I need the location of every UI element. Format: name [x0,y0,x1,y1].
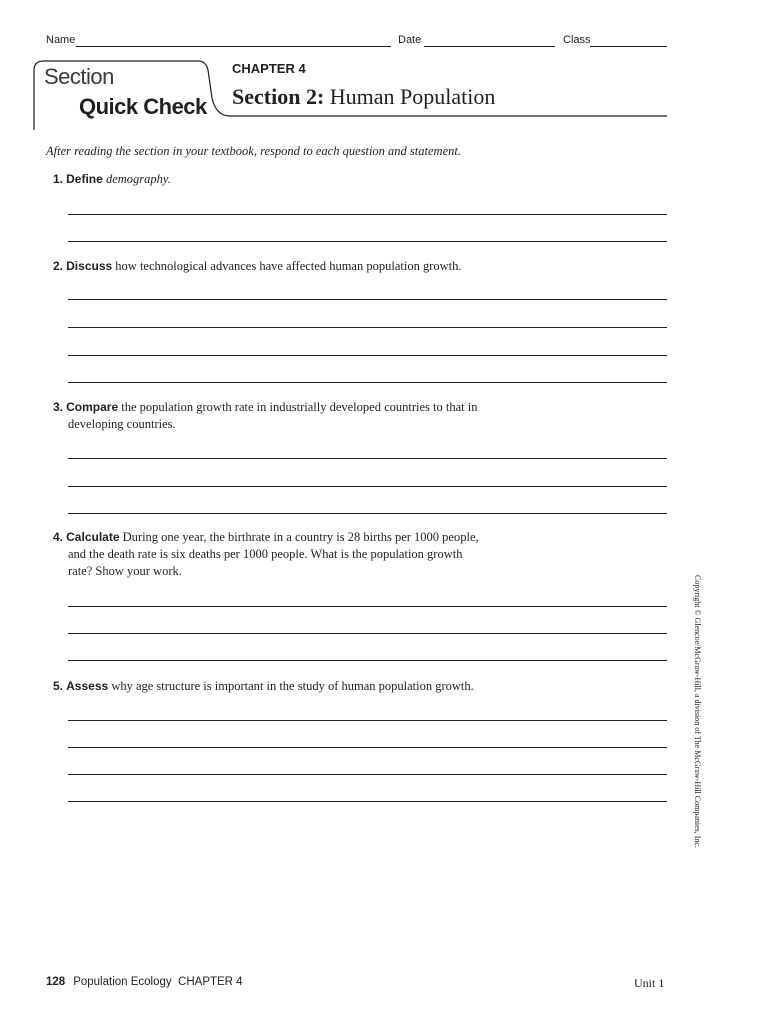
name-label: Name [46,34,76,46]
question-5: 5. Assess why age structure is important in the study of human population growth. [53,679,474,693]
instructions: After reading the section in your textbook, respond to each question and statement. [46,144,461,158]
question-1: 1. Define demography. [53,172,171,186]
name-field[interactable] [76,46,391,47]
page-number: 128 [46,976,66,988]
answer-line[interactable] [68,513,667,514]
section-name: Human Population [329,84,496,109]
copyright-notice: Copyright © Glencoe/McGraw-Hill, a division of The McGraw-Hill Companies, Inc. [693,575,702,848]
class-label: Class [563,34,591,46]
chapter-label: CHAPTER 4 [232,61,306,76]
date-field[interactable] [424,46,555,47]
answer-line[interactable] [68,299,667,300]
class-field[interactable] [590,46,667,47]
date-label: Date [398,34,422,46]
answer-line[interactable] [68,382,667,383]
footer-unit: Unit 1 [634,976,665,990]
question-2: 2. Discuss how technological advances have affected human population growth. [53,259,462,273]
page-title [232,84,495,110]
answer-line[interactable] [68,633,667,634]
answer-line[interactable] [68,747,667,748]
footer-chapter: Population Ecology CHAPTER 4 [73,976,243,988]
answer-line[interactable] [68,801,667,802]
answer-line[interactable] [68,214,667,215]
answer-line[interactable] [68,486,667,487]
answer-line[interactable] [68,606,667,607]
quick-check-word: Quick Check [79,94,207,119]
answer-line[interactable] [68,327,667,328]
section-number: Section 2: [232,84,325,109]
answer-line[interactable] [68,355,667,356]
answer-line[interactable] [68,660,667,661]
section-word: Section [44,64,114,89]
question-3: 3. Compare the population growth rate in industrially developed countries to that in developing countries. [53,400,478,431]
answer-line[interactable] [68,458,667,459]
question-4: 4. Calculate During one year, the birthrate in a country is 28 births per 1000 people, and the death rate is six deaths per 1000 people. What is the population growth rate? Show your work. [53,530,479,578]
footer-left [46,976,243,988]
answer-line[interactable] [68,241,667,242]
answer-line[interactable] [68,720,667,721]
answer-line[interactable] [68,774,667,775]
